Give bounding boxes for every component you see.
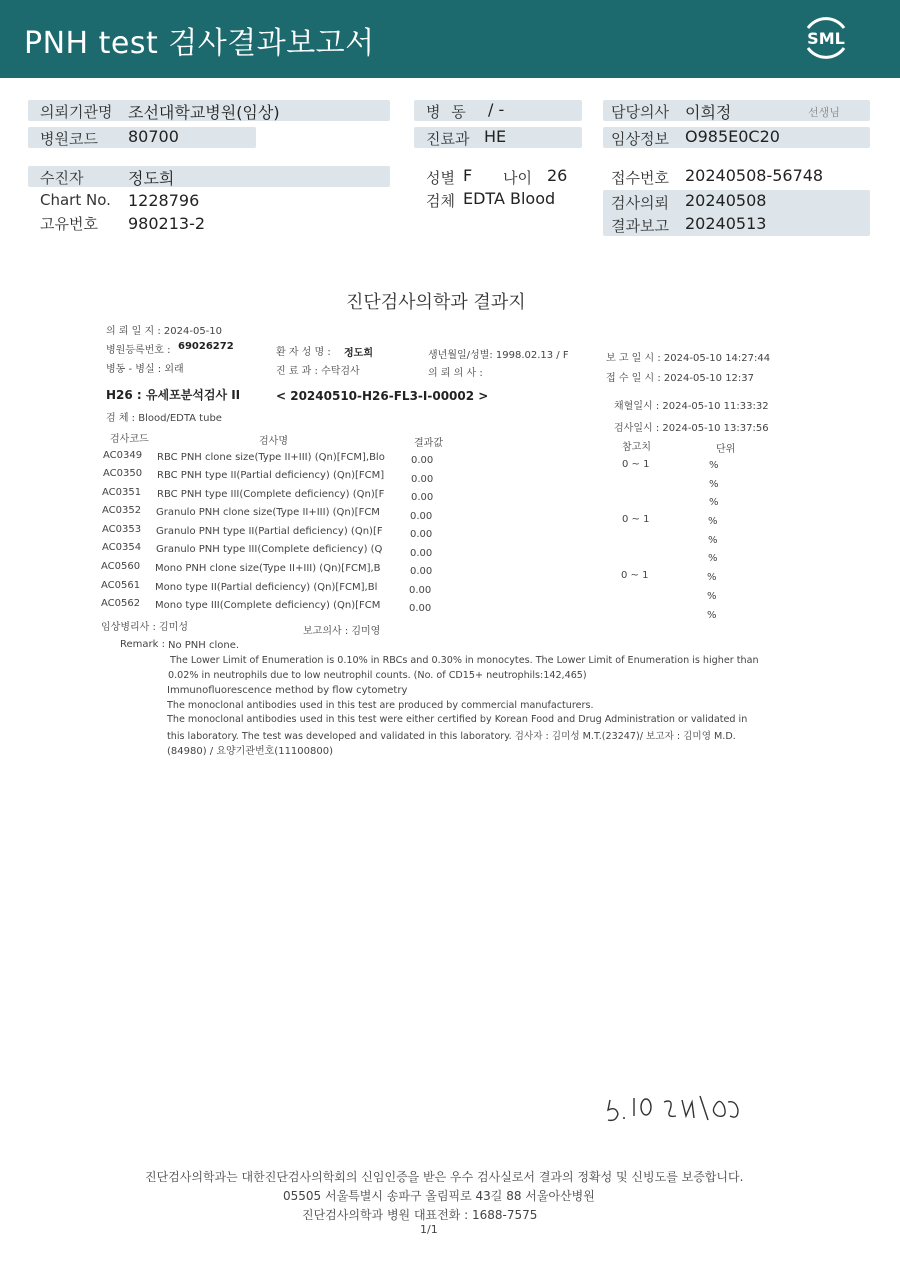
row-name: RBC PNH type III(Complete deficiency) (Qn)[F [157, 489, 385, 500]
unit: % [707, 591, 717, 602]
chart-label: Chart No. [40, 191, 111, 209]
row-result: 0.00 [411, 474, 434, 485]
report-title: 진단검사의학과 결과지 [346, 292, 526, 313]
chart-value: 1228796 [128, 191, 200, 210]
dob-sex: 생년월일/성별: 1998.02.13 / F [428, 350, 569, 361]
remark-line: The Lower Limit of Enumeration is 0.10% in RBCs and 0.30% in monocytes. The Lower Limit of Enumeration is higher than [170, 655, 759, 666]
clinical-value: O985E0C20 [685, 127, 780, 146]
clinical-pathologist: 임상병리사 : 김미성 [101, 622, 189, 633]
reporting-doctor: 보고의사 : 김미영 [303, 626, 381, 637]
logo-text: SML [807, 29, 845, 48]
institution-value: 조선대학교병원(임상) [128, 103, 280, 122]
row-name: RBC PNH clone size(Type II+III) (Qn)[FCM],Blo [157, 452, 385, 463]
reg-no-value: 69026272 [178, 341, 234, 352]
receipt-datetime: 접 수 일 시 : 2024-05-10 12:37 [606, 373, 755, 384]
scan-ward: 병동 - 병실 : 외래 [106, 364, 184, 375]
remark-label: Remark : [120, 639, 165, 650]
row-result: 0.00 [411, 455, 434, 466]
unit: % [708, 553, 718, 564]
institution-label: 의뢰기관명 [40, 103, 113, 121]
unit: % [709, 460, 719, 471]
footer-address: 05505 서울특별시 송파구 올림픽로 43길 88 서울아산병원 [283, 1189, 595, 1203]
row-code: AC0350 [103, 468, 143, 479]
sml-logo [800, 12, 852, 64]
doctor-label: 담당의사 [611, 103, 669, 121]
col-ref: 참고치 [622, 442, 651, 453]
unit: % [708, 516, 718, 527]
remark-line: 0.02% in neutrophils due to low neutrophil counts. (No. of CD15+ neutrophils:142,465) [168, 670, 587, 681]
specimen-value: EDTA Blood [463, 189, 556, 208]
unique-label: 고유번호 [40, 215, 98, 233]
scan-patient-value: 정도희 [344, 348, 373, 359]
ward-value: / - [488, 100, 505, 119]
scan-specimen: 검 체 : Blood/EDTA tube [106, 413, 222, 424]
row-result: 0.00 [410, 511, 433, 522]
collect-datetime: 채혈일시 : 2024-05-10 11:33:32 [614, 401, 769, 412]
age-value: 26 [547, 166, 568, 185]
receipt-label: 접수번호 [611, 169, 669, 187]
age-label: 나이 [503, 169, 532, 187]
test-name: H26 : 유세포분석검사 II [106, 388, 241, 402]
hospital-code-value: 80700 [128, 127, 179, 146]
report-datetime: 보 고 일 시 : 2024-05-10 14:27:44 [606, 353, 771, 364]
unit: % [709, 479, 719, 490]
reg-no-label: 병원등록번호 : [106, 345, 171, 356]
test-code: < 20240510-H26-FL3-I-00002 > [276, 389, 489, 403]
footer-certification: 진단검사의학과는 대한진단검사의학회의 신임인증을 받은 우수 검사실로서 결과의 정확성 및 신빙도를 보증합니다. [145, 1170, 744, 1184]
unit: % [709, 497, 719, 508]
report-label: 결과보고 [611, 217, 669, 235]
sex-label: 성별 [426, 169, 455, 187]
row-result: 0.00 [410, 529, 433, 540]
clinical-label: 임상정보 [611, 130, 669, 148]
row-result: 0.00 [411, 492, 434, 503]
request-date: 의 뢰 일 지 : 2024-05-10 [106, 326, 223, 337]
doctor-value: 이희정 [685, 103, 732, 122]
request-label: 검사의뢰 [611, 194, 669, 212]
patient-label: 수진자 [40, 169, 84, 187]
row-name: Granulo PNH type II(Partial deficiency) (Qn)[F [156, 526, 383, 537]
row-code: AC0561 [101, 580, 141, 591]
unit: % [708, 535, 718, 546]
page-number: 1/1 [420, 1223, 438, 1236]
specimen-label: 검체 [426, 192, 455, 210]
ward-label: 병 동 [426, 103, 466, 121]
remark-line: No PNH clone. [168, 640, 240, 651]
row-name: Granulo PNH type III(Complete deficiency) (Q [156, 544, 383, 555]
row-result: 0.00 [410, 548, 433, 559]
ref-range: 0 ~ 1 [622, 514, 650, 525]
remark-line: The monoclonal antibodies used in this test were either certified by Korean Food and Drug Administration or validated in [167, 714, 748, 725]
col-result: 결과값 [414, 438, 443, 449]
row-result: 0.00 [409, 603, 432, 614]
row-code: AC0354 [102, 542, 142, 553]
request-value: 20240508 [685, 191, 767, 210]
row-code: AC0560 [101, 561, 141, 572]
row-name: Granulo PNH clone size(Type II+III) (Qn)[FCM [156, 507, 380, 518]
dept-value: HE [484, 127, 507, 146]
row-code: AC0353 [102, 524, 142, 535]
unit: % [707, 572, 717, 583]
row-result: 0.00 [409, 585, 432, 596]
scan-req-doctor: 의 뢰 의 사 : [428, 368, 483, 379]
footer-contact: 진단검사의학과 병원 대표전화 : 1688-7575 [302, 1208, 538, 1222]
row-code: AC0351 [102, 487, 142, 498]
row-result: 0.00 [410, 566, 433, 577]
remark-line: (84980) / 요양기관번호(11100800) [167, 746, 334, 757]
page-title: PNH test 검사결과보고서 [24, 26, 375, 61]
hospital-code-label: 병원코드 [40, 130, 98, 148]
row-code: AC0352 [102, 505, 142, 516]
row-name: Mono PNH clone size(Type II+III) (Qn)[FCM],B [155, 563, 381, 574]
remark-line: The monoclonal antibodies used in this test are produced by commercial manufacturers. [167, 700, 594, 711]
report-value: 20240513 [685, 214, 767, 233]
patient-value: 정도희 [128, 169, 175, 188]
unique-value: 980213-2 [128, 214, 206, 233]
unit: % [707, 610, 717, 621]
remark-line: Immunofluorescence method by flow cytometry [167, 685, 408, 696]
row-name: Mono type II(Partial deficiency) (Qn)[FCM],Bl [155, 582, 378, 593]
handwritten-note [604, 1090, 754, 1130]
col-name: 검사명 [259, 436, 288, 447]
receipt-value: 20240508-56748 [685, 166, 824, 185]
col-code: 검사코드 [110, 434, 149, 445]
sex-value: F [463, 166, 473, 185]
remark-line: this laboratory. The test was developed and validated in this laboratory. 검사자 : 김미성 M.T.(23247)/ 보고자 : 김미영 M.D. [167, 731, 736, 742]
scan-dept: 진 료 과 : 수탁검사 [276, 366, 360, 377]
row-name: Mono type III(Complete deficiency) (Qn)[FCM [155, 600, 381, 611]
row-code: AC0562 [101, 598, 141, 609]
scan-patient-label: 환 자 성 명 : [276, 347, 331, 358]
dept-label: 진료과 [426, 130, 470, 148]
row-code: AC0349 [103, 450, 143, 461]
ref-range: 0 ~ 1 [621, 570, 649, 581]
row-name: RBC PNH type II(Partial deficiency) (Qn)[FCM] [157, 470, 385, 481]
col-unit: 단위 [716, 444, 736, 455]
doctor-suffix: 선생님 [808, 106, 840, 119]
ref-range: 0 ~ 1 [622, 459, 650, 470]
test-datetime: 검사일시 : 2024-05-10 13:37:56 [614, 423, 769, 434]
